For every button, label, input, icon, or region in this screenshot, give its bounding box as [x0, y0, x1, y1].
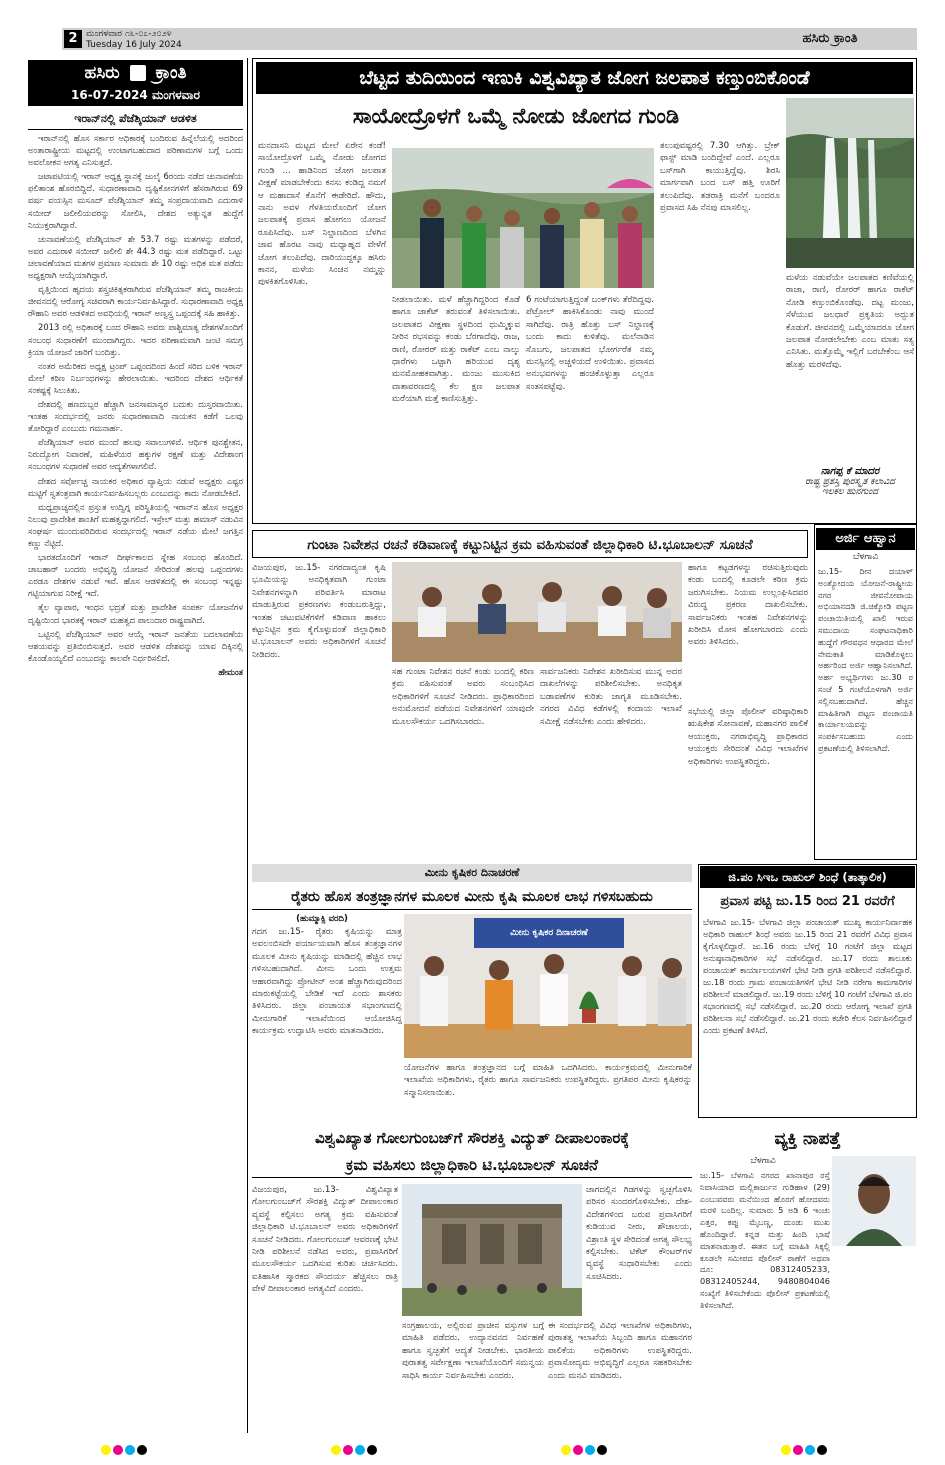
iran-paragraph: ಚುನಾವಣೆಯಲ್ಲಿ ಪೆಜೆಶ್ಕಿಯಾನ್ ಶೇ 53.7 ರಷ್ಟು ಮತಗಳನ್ನು ಪಡೆದರೆ, ಅವರ ಎದುರಾಳಿ ಸಯೀದ್ ಜಲೀಲಿ ಶೇ 44.3 ರಷ್ಟು ಮತ ಪಡೆದಿದ್ದಾರೆ. ಒಟ್ಟು ಚಲಾವಣೆಯಾದ ಮತಗಳ ಪ್ರಮಾಣ ಸುಮಾರು ಶೇ 10 ರಷ್ಟು ಅಧಿಕ ಮತ ಪಡೆದು ಅಧ್ಯಕ್ಷರಾಗಿ ಆಯ್ಕೆಯಾಗಿದ್ದಾರೆ.	[28, 233, 243, 281]
iran-paragraph: ಇರಾನ್‌ನಲ್ಲಿ ಹೊಸ ಸರ್ಕಾರ ಅಧಿಕಾರಕ್ಕೆ ಬಂದಿರುವ ಹಿನ್ನೆಲೆಯಲ್ಲಿ ಅದರಿಂದ ಅಂತಾರಾಷ್ಟ್ರೀಯ ಮಟ್ಟದಲ್ಲಿ ಉಂಟಾಗಬಹುದಾದ ಪರಿಣಾಮಗಳ ಬಗ್ಗೆ ಒಂದು ಅವಲೋಕನ ಅಗತ್ಯ ಎನಿಸುತ್ತದೆ.	[28, 133, 243, 168]
page-number: 2	[64, 30, 82, 48]
feature-headline-1: ಬೆಟ್ಟದ ತುದಿಯಿಂದ ಇಣುಕಿ ವಿಶ್ವವಿಖ್ಯಾತ ಜೋಗ ಜಲಪಾತ ಕಣ್ತುಂಬಿಕೊಂಡೆ	[256, 62, 913, 94]
gunta-col-1: ವಿಜಯಪುರ, ಜು.15- ನಗರದಾದ್ಯಂತ ಕೃಷಿ ಭೂಮಿಯನ್ನು ಅನಧಿಕೃತವಾಗಿ ಗುಂಟಾ ನಿವೇಶನಗಳನ್ನಾಗಿ ಪರಿವರ್ತಿಸಿ ಮಾರಾಟ ಮಾಡುತ್ತಿರುವ ಪ್ರಕರಣಗಳು ಕಂಡುಬರುತ್ತಿದ್ದು, ಇಂತಹ ಚಟುವಟಿಕೆಗಳಿಗೆ ಕಡಿವಾಣ ಹಾಕಲು ಕಟ್ಟುನಿಟ್ಟಿನ ಕ್ರಮ ಕೈಗೊಳ್ಳುವಂತೆ ಜಿಲ್ಲಾಧಿಕಾರಿ ಟಿ.ಭೂಬಾಲನ್ ಅವರು ಅಧಿಕಾರಿಗಳಿಗೆ ಸೂಚನೆ ನೀಡಿದರು.	[252, 563, 386, 660]
registration-dot	[113, 1445, 123, 1455]
missing-person-photo	[832, 1156, 916, 1246]
iran-paragraph: ವೃತ್ತಿಯಿಂದ ಹೃದಯ ಶಸ್ತ್ರಚಿಕಿತ್ಸಕರಾಗಿರುವ ಪೆಜೆಶ್ಕಿಯಾನ್ ತಮ್ಮ ರಾಜಕೀಯ ಜೀವನದಲ್ಲಿ ಆರೋಗ್ಯ ಸಚಿವರಾಗಿ ಕಾರ್ಯನಿರ್ವಹಿಸಿದ್ದಾರೆ. ಸುಧಾರಣಾವಾದಿ ಅಧ್ಯಕ್ಷ ರೌಹಾನಿ ಅವರ ಆಡಳಿತದ ಅವಧಿಯಲ್ಲಿ ಇರಾನ್ ಅಣ್ವಸ್ತ್ರ ಒಪ್ಪಂದಕ್ಕೆ ಸಹಿ ಹಾಕಿತ್ತು.	[28, 284, 243, 319]
registration-marks-mid-right	[560, 1440, 620, 1452]
waterfall-photo	[786, 98, 914, 268]
registration-marks-right	[780, 1440, 840, 1452]
iran-headline: ಇರಾನ್‌ನಲ್ಲಿ ಪೆಜೆಶ್ಕಿಯಾನ್ ಆಡಳಿತ	[28, 108, 243, 130]
iran-paragraph: ದೇಶದ ಸರ್ವೋಚ್ಚ ನಾಯಕರ ಅಧಿಕಾರ ವ್ಯಾಪ್ತಿಯ ನಡುವೆ ಅಧ್ಯಕ್ಷರು ಎಷ್ಟರ ಮಟ್ಟಿಗೆ ಸ್ವತಂತ್ರವಾಗಿ ಕಾರ್ಯನಿರ್ವಹಿಸಬಲ್ಲರು ಎಂಬುದನ್ನು ಕಾದು ನೋಡಬೇಕಿದೆ.	[28, 475, 243, 498]
fish-col-2: ಯೋಜನೆಗಳ ಹಾಗೂ ತಂತ್ರಜ್ಞಾನದ ಬಗ್ಗೆ ಮಾಹಿತಿ ಒದಗಿಸಿದರು. ಕಾರ್ಯಕ್ರಮದಲ್ಲಿ ಮೀನುಗಾರಿಕೆ ಇಲಾಖೆಯ ಅಧಿಕಾರಿಗಳು, ರೈತರು ಹಾಗೂ ಸಾರ್ವಜನಿಕರು ಉಪಸ್ಥಿತರಿದ್ದರು. ಪ್ರಗತಿಪರ ಮೀನು ಕೃಷಿಕರನ್ನು ಸನ್ಮಾನಿಸಲಾಯಿತು.	[404, 1063, 692, 1098]
job-notice-text: ಜು.15- ದೀನ ದಯಾಳ್ ಅಂತ್ಯೋದಯ ಯೋಜನೆ-ರಾಷ್ಟ್ರೀಯ ನಗರ ಜೀವನೋಪಾಯ ಅಭಿಯಾನದಡಿ ಜಿ.ಚಿಕ್ಕೋಡಿ ಪಟ್ಟಣ ಪಂಚಾಯಿತಿಯಲ್ಲಿ ಖಾಲಿ ಇರುವ ಸಮುದಾಯ ಸಂಘಟನಾಧಿಕಾರಿ ಹುದ್ದೆಗೆ ಗೌರವಧನ ಆಧಾರದ ಮೇಲೆ ನೇಮಕಾತಿ ಮಾಡಿಕೊಳ್ಳಲು ಅರ್ಹರಿಂದ ಅರ್ಜಿ ಆಹ್ವಾನಿಸಲಾಗಿದೆ. ಅರ್ಹ ಅಭ್ಯರ್ಥಿಗಳು ಜು.30 ರ ಸಂಜೆ 5 ಗಂಟೆಯೊಳಗಾಗಿ ಅರ್ಜಿ ಸಲ್ಲಿಸಬಹುದಾಗಿದೆ. ಹೆಚ್ಚಿನ ಮಾಹಿತಿಗಾಗಿ ಪಟ್ಟಣ ಪಂಚಾಯತಿ ಕಾರ್ಯಾಲಯವನ್ನು ಸಂಪರ್ಕಿಸಬಹುದು ಎಂದು ಪ್ರಕಟಣೆಯಲ್ಲಿ ತಿಳಿಸಲಾಗಿದೆ.	[818, 566, 913, 753]
fish-event-photo	[404, 914, 692, 1058]
iran-body	[28, 132, 243, 1428]
iran-paragraph: ನಂತರ ಅಮೆರಿಕದ ಅಧ್ಯಕ್ಷ ಟ್ರಂಪ್ ಒಪ್ಪಂದದಿಂದ ಹಿಂದೆ ಸರಿದ ಬಳಿಕ ಇರಾನ್ ಮೇಲೆ ಕಠಿಣ ನಿರ್ಬಂಧಗಳನ್ನು ಹೇರಲಾಯಿತು. ಇದರಿಂದ ದೇಶದ ಆರ್ಥಿಕತೆ ಸಂಕಷ್ಟಕ್ಕೆ ಸಿಲುಕಿತು.	[28, 360, 243, 395]
fish-byline: (ಹುಮ್ಮಾಕ್ಸಿ ವರದಿ)	[296, 914, 348, 924]
feature-col-1: ಮನದಾಸನಿ ಮಟ್ಟದ ಮೇಲೆ ಏರೇನ ಕಂಡೆ! ಸಾಯೋದ್ರೊಳಗೆ ಒಮ್ಮೆ ನೋಡು ಜೋಗದ ಗುಂಡಿ ... ಹಾಡಿನಿಂದ ಜೋಗ ಜಲಪಾತ ವೀಕ್ಷಣೆ ಮಾಡಬೇಕೆಂದು ಕನಸು ಕಂಡಿದ್ದ ನಮಗೆ ಆ ಮಹಾದಾಸೆ ಕೊನೆಗೆ ಈಡೇರಿದೆ. ಹೌದು, ನಾನು ಅವಳ ಗೆಳತಿಯರೊಂದಿಗೆ ಜೋಗ ಜಲಪಾತಕ್ಕೆ ಪ್ರವಾಸ ಹೋಗಲು ಯೋಜನೆ ರೂಪಿಸಿದೆವು. ಬಸ್ ನಿಲ್ದಾಣದಿಂದ ಬೆಳಗಿನ ಜಾವ ಹೊರಟ ನಾವು ಮಧ್ಯಾಹ್ನದ ವೇಳೆಗೆ ಜೋಗ ತಲುಪಿದೆವು. ದಾರಿಯುದ್ದಕ್ಕೂ ಹಸಿರು ಕಾನನ, ಮಳೆಯ ಸಿಂಚನ ನಮ್ಮನ್ನು ಪುಳಕಿತಗೊಳಿಸಿತು.	[258, 141, 386, 288]
gunta-headline: ಗುಂಟಾ ನಿವೇಶನ ರಚನೆ ಕಡಿವಾಣಕ್ಕೆ ಕಟ್ಟುನಿಟ್ಟಿನ ಕ್ರಮ ವಹಿಸುವಂತೆ ಜಿಲ್ಲಾಧಿಕಾರಿ ಟಿ.ಭೂಬಾಲನ್ ಸೂಚನೆ	[252, 530, 808, 558]
feature-author-place: ಇಲಕಲ ಹುನಗುಂದ	[821, 487, 879, 497]
job-notice-place: ಬೆಳಗಾವಿ	[852, 552, 879, 562]
iran-paragraph: ಒಟ್ಟಿನಲ್ಲಿ ಪೆಜೆಶ್ಕಿಯಾನ್ ಅವರ ಆಯ್ಕೆ ಇರಾನ್ ಜನತೆಯ ಬದಲಾವಣೆಯ ಆಶಯವನ್ನು ಪ್ರತಿಬಿಂಬಿಸುತ್ತದೆ. ಅವರ ಆಡಳಿತ ದೇಶವನ್ನು ಯಾವ ದಿಕ್ಕಿನಲ್ಲಿ ಕೊಂಡೊಯ್ಯಲಿದೆ ಎಂಬುದನ್ನು ಕಾಲವೇ ನಿರ್ಧರಿಸಲಿದೆ.	[28, 628, 243, 663]
gol-col-1: ವಿಜಯಪುರ, ಜು.13- ವಿಶ್ವವಿಖ್ಯಾತ ಗೋಲಗುಂಬಜ್‌ಗೆ ಸೌರಶಕ್ತಿ ವಿದ್ಯುತ್ ದೀಪಾಲಂಕಾರ ವ್ಯವಸ್ಥೆ ಕಲ್ಪಿಸಲು ಅಗತ್ಯ ಕ್ರಮ ವಹಿಸುವಂತೆ ಜಿಲ್ಲಾಧಿಕಾರಿ ಟಿ.ಭೂಬಾಲನ್ ಅವರು ಅಧಿಕಾರಿಗಳಿಗೆ ಸೂಚನೆ ನೀಡಿದರು. ಗೋಲಗುಂಬಜ್ ಆವರಣಕ್ಕೆ ಭೇಟಿ ನೀಡಿ ಪರಿಶೀಲನೆ ನಡೆಸಿದ ಅವರು, ಪ್ರವಾಸಿಗರಿಗೆ ಮೂಲಸೌಕರ್ಯ ಒದಗಿಸುವ ಕುರಿತು ಚರ್ಚಿಸಿದರು. ಐತಿಹಾಸಿಕ ಸ್ಮಾರಕದ ಸೌಂದರ್ಯ ಹೆಚ್ಚಿಸಲು ರಾತ್ರಿ ವೇಳೆ ದೀಪಾಲಂಕಾರ ಅಗತ್ಯವಿದೆ ಎಂದರು.	[252, 1185, 398, 1295]
missing-headline: ವ್ಯಕ್ತಿ ನಾಪತ್ತೆ	[774, 1129, 841, 1149]
registration-dot	[805, 1445, 815, 1455]
missing-place: ಬೆಳಗಾವಿ	[750, 1156, 776, 1166]
registration-dot	[331, 1445, 341, 1455]
column-divider	[247, 58, 248, 1433]
feature-author-name: ನಾಗಪ್ಪ ಕೆ ಮಾದರ	[820, 466, 880, 477]
registration-dot	[343, 1445, 353, 1455]
iran-paragraph: ಜಟಾಪಟಿಯಲ್ಲಿ ಇರಾನ್ ಅಧ್ಯಕ್ಷ ಸ್ಥಾನಕ್ಕೆ ಜುಲೈ 6ರಂದು ನಡೆದ ಚುನಾವಣೆಯ ಫಲಿತಾಂಶ ಹೊರಬಿದ್ದಿದೆ. ಸುಧಾರಣಾವಾದಿ ದೃಷ್ಟಿಕೋನಗಳಿಗೆ ಹೆಸರಾಗಿರುವ 69 ವರ್ಷ ವಯಸ್ಸಿನ ಮಸೂದ್ ಪೆಜೆಶ್ಕಿಯಾನ್ ತಮ್ಮ ಸಂಪ್ರದಾಯವಾದಿ ಎದುರಾಳಿ ಸಯೀದ್ ಜಲೀಲಿಯವರನ್ನು ಸೋಲಿಸಿ, ದೇಶದ ಅತ್ಯುನ್ನತ ಹುದ್ದೆಗೆ ನಿಯುಕ್ತರಾಗಿದ್ದಾರೆ.	[28, 171, 243, 230]
header-date	[86, 29, 286, 51]
registration-dot	[597, 1445, 607, 1455]
fish-label: ಮೀನು ಕೃಷಿಕರ ದಿನಾಚರಣೆ	[252, 864, 692, 882]
registration-dot	[367, 1445, 377, 1455]
iran-author: ಹೇಮಂತ	[218, 666, 243, 677]
gol-headline-1: ವಿಶ್ವವಿಖ್ಯಾತ ಗೋಲಗುಂಬಜ್‌ಗೆ ಸೌರಶಕ್ತಿ ವಿದ್ಯುತ್ ದೀಪಾಲಂಕಾರಕ್ಕೆ	[314, 1129, 630, 1147]
registration-marks-left	[100, 1440, 160, 1452]
feature-col-3: 6 ಗಂಟೆಯಾಗುತ್ತಿದ್ದಂತೆ ಬಂಕ್‌ಗಳು ತೆರೆದಿದ್ದವು. ಪೆಟ್ರೋಲ್ ಹಾಕಿಸಿಕೊಂಡು ನಾವು ಮುಂದೆ ಸಾಗಿದೆವು. ರಾತ್ರಿ ಹೊತ್ತು ಬಸ್ ನಿಲ್ದಾಣಕ್ಕೆ ಬಂದು ಕಾದು ಕುಳಿತೆವು. ಮಲೆನಾಡಿನ ಸೊಬಗು, ಜಲಪಾತದ ಭೋರ್ಗರೆತ ನಮ್ಮ ಮನಸ್ಸಿನಲ್ಲಿ ಅಚ್ಚಳಿಯದೆ ಉಳಿಯಿತು. ಪ್ರವಾಸದ ಅನುಭವಗಳನ್ನು ಹಂಚಿಕೊಳ್ಳುತ್ತಾ ಎಲ್ಲರೂ ಸಂತಸಪಟ್ಟೆವು.	[526, 295, 654, 392]
registration-dot	[125, 1445, 135, 1455]
gunta-col-2: ಹಾಗೂ ಕಟ್ಟಡಗಳನ್ನು ರಚಿಸುತ್ತಿರುವುದು ಕಂಡು ಬಂದಲ್ಲಿ ಕೂಡಲೇ ಕಠಿಣ ಕ್ರಮ ಜರುಗಿಸಬೇಕು. ನಿಯಮ ಉಲ್ಲಂಘಿಸಿದವರ ವಿರುದ್ಧ ಪ್ರಕರಣ ದಾಖಲಿಸಬೇಕು. ಸಾರ್ವಜನಿಕರು ಇಂತಹ ನಿವೇಶನಗಳನ್ನು ಖರೀದಿಸಿ ಮೋಸ ಹೋಗಬಾರದು ಎಂದು ಅವರು ತಿಳಿಸಿದರು.	[688, 563, 808, 648]
registration-dot	[781, 1445, 791, 1455]
ceo-tour-text: ಬೆಳಗಾವಿ ಜು.15- ಬೆಳಗಾವಿ ಜಿಲ್ಲಾ ಪಂಚಾಯತ್ ಮುಖ್ಯ ಕಾರ್ಯನಿರ್ವಾಹಕ ಅಧಿಕಾರಿ ರಾಹುಲ್ ಶಿಂಧೆ ಅವರು ಜು.15 ರಿಂದ 21 ರವರೆಗೆ ವಿವಿಧ ಪ್ರವಾಸ ಕೈಗೊಳ್ಳಲಿದ್ದಾರೆ. ಜು.16 ರಂದು ಬೆಳಿಗ್ಗೆ 10 ಗಂಟೆಗೆ ಜಿಲ್ಲಾ ಮಟ್ಟದ ಅನುಷ್ಠಾನಾಧಿಕಾರಿಗಳ ಸಭೆ ನಡೆಸಲಿದ್ದಾರೆ. ಜು.17 ರಂದು ತಾಲೂಕು ಪಂಚಾಯತ್ ಕಾರ್ಯಾಲಯಗಳಿಗೆ ಭೇಟಿ ನೀಡಿ ಪ್ರಗತಿ ಪರಿಶೀಲನೆ ನಡೆಸಲಿದ್ದಾರೆ. ಜು.18 ರಂದು ಗ್ರಾಮ ಪಂಚಾಯತಿಗಳಿಗೆ ಭೇಟಿ ನೀಡಿ ನರೇಗಾ ಕಾಮಗಾರಿಗಳ ಪರಿಶೀಲನೆ ಮಾಡಲಿದ್ದಾರೆ. ಜು.19 ರಂದು ಬೆಳಿಗ್ಗೆ 10 ಗಂಟೆಗೆ ಬೆಳಗಾವಿ ಜಿ.ಪಂ ಸಭಾಂಗಣದಲ್ಲಿ ಸಭೆ ನಡೆಸಲಿದ್ದಾರೆ. ಜು.20 ರಂದು ಆರೋಗ್ಯ ಇಲಾಖೆ ಪ್ರಗತಿ ಪರಿಶೀಲನಾ ಸಭೆ ನಡೆಸಲಿದ್ದಾರೆ. ಜು.21 ರಂದು ಕಚೇರಿ ಕೆಲಸ ನಿರ್ವಹಿಸಲಿದ್ದಾರೆ ಎಂದು ಪ್ರಕಟಣೆ ತಿಳಿಸಿದೆ.	[703, 917, 912, 1035]
masthead	[28, 60, 243, 106]
gol-gumbaz-photo	[402, 1184, 582, 1316]
registration-dot	[101, 1445, 111, 1455]
iran-paragraph: ಪೆಜೆಶ್ಕಿಯಾನ್ ಅವರ ಮುಂದೆ ಹಲವು ಸವಾಲುಗಳಿವೆ. ಆರ್ಥಿಕ ಪುನಶ್ಚೇತನ, ನಿರುದ್ಯೋಗ ನಿವಾರಣೆ, ಮಹಿಳೆಯರ ಹಕ್ಕುಗಳ ರಕ್ಷಣೆ ಮತ್ತು ವಿದೇಶಾಂಗ ಸಂಬಂಧಗಳ ಸುಧಾರಣೆ ಅವರ ಆದ್ಯತೆಗಳಾಗಲಿವೆ.	[28, 437, 243, 472]
masthead-name-right: ಕ್ರಾಂತಿ	[155, 63, 187, 83]
registration-dot	[793, 1445, 803, 1455]
feature-headline-2: ಸಾಯೋದ್ರೊಳಗೆ ಒಮ್ಮೆ ನೋಡು ಜೋಗದ ಗುಂಡಿ	[352, 104, 680, 128]
registration-dot	[561, 1445, 571, 1455]
iran-paragraph: ಭಾರತದೊಂದಿಗೆ ಇರಾನ್ ದೀರ್ಘಕಾಲದ ಸ್ನೇಹ ಸಂಬಂಧ ಹೊಂದಿದೆ. ಚಾಬಹಾರ್ ಬಂದರು ಅಭಿವೃದ್ಧಿ ಯೋಜನೆ ಸೇರಿದಂತೆ ಹಲವು ಒಪ್ಪಂದಗಳು ಎರಡೂ ದೇಶಗಳ ನಡುವೆ ಇವೆ. ಹೊಸ ಆಡಳಿತದಲ್ಲಿ ಈ ಸಂಬಂಧ ಇನ್ನಷ್ಟು ಗಟ್ಟಿಯಾಗುವ ನಿರೀಕ್ಷೆ ಇದೆ.	[28, 552, 243, 599]
registration-dot	[355, 1445, 365, 1455]
registration-marks-mid-left	[330, 1440, 390, 1452]
iran-paragraph: 2013 ರಲ್ಲಿ ಅಧಿಕಾರಕ್ಕೆ ಬಂದ ರೌಹಾನಿ ಅವರು ಪಾಶ್ಚಿಮಾತ್ಯ ದೇಶಗಳೊಂದಿಗೆ ಸಂಬಂಧ ಸುಧಾರಣೆಗೆ ಮುಂದಾಗಿದ್ದರು. ಇದರ ಪರಿಣಾಮವಾಗಿ ಜಂಟಿ ಸಮಗ್ರ ಕ್ರಿಯಾ ಯೋಜನೆ ಜಾರಿಗೆ ಬಂದಿತ್ತು.	[28, 322, 243, 357]
feature-signature	[786, 466, 914, 520]
gol-col-2: ಜಾಗದಲ್ಲಿನ ಗಿಡಗಳನ್ನು ಸ್ವಚ್ಛಗೊಳಿಸಿ ಪರಿಸರ ಸುಂದರಗೊಳಿಸಬೇಕು. ದೇಶ-ವಿದೇಶಗಳಿಂದ ಬರುವ ಪ್ರವಾಸಿಗರಿಗೆ ಕುಡಿಯುವ ನೀರು, ಶೌಚಾಲಯ, ವಿಶ್ರಾಂತಿ ಸ್ಥಳ ಸೇರಿದಂತೆ ಅಗತ್ಯ ಸೌಲಭ್ಯ ಕಲ್ಪಿಸಬೇಕು. ಟಿಕೆಟ್ ಕೌಂಟರ್‌ಗಳ ವ್ಯವಸ್ಥೆ ಸುಧಾರಿಸಬೇಕು ಎಂದು ಸೂಚಿಸಿದರು.	[586, 1185, 692, 1282]
registration-dot	[573, 1445, 583, 1455]
missing-text: ಜು.15- ಬೆಳಗಾವಿ ನಗರದ ಖಾನಾಪುರ ರಸ್ತೆ ನಿವಾಸಿಯಾದ ಮಲ್ಲಿಕಾರ್ಜುನ ಗುಡಿಹಾಳ (29) ಎಂಬುವವರು ಮನೆಯಿಂದ ಹೊರಗೆ ಹೋದವರು ಮರಳಿ ಬಂದಿಲ್ಲ. ಸುಮಾರು 5 ಅಡಿ 6 ಇಂಚು ಎತ್ತರ, ಕಪ್ಪು ಮೈಬಣ್ಣ, ದುಂಡು ಮುಖ ಹೊಂದಿದ್ದಾರೆ. ಕನ್ನಡ ಮತ್ತು ಹಿಂದಿ ಭಾಷೆ ಮಾತನಾಡುತ್ತಾರೆ. ಈತನ ಬಗ್ಗೆ ಮಾಹಿತಿ ಸಿಕ್ಕಲ್ಲಿ ಕೂಡಲೇ ಸಮೀಪದ ಪೊಲೀಸ್ ಠಾಣೆಗೆ ಅಥವಾ ದೂ: 08312405233, 08312405244, 9480804046 ಸಂಖ್ಯೆಗೆ ತಿಳಿಸಬೇಕೆಂದು ಪೊಲೀಸ್ ಪ್ರಕಟಣೆಯಲ್ಲಿ ತಿಳಿಸಲಾಗಿದೆ.	[700, 1170, 830, 1310]
masthead-logo-icon	[130, 65, 146, 81]
iran-paragraph: ದೇಶದಲ್ಲಿ ಹಣದುಬ್ಬರ ಹೆಚ್ಚಾಗಿ ಜನಸಾಮಾನ್ಯರ ಬದುಕು ದುಸ್ತರವಾಯಿತು. ಇಂತಹ ಸಂದರ್ಭದಲ್ಲಿ ಜನರು ಸುಧಾರಣಾವಾದಿ ನಾಯಕನ ಕಡೆಗೆ ಒಲವು ತೋರಿದ್ದಾರೆ ಎಂಬುದು ಗಮನಾರ್ಹ.	[28, 398, 243, 434]
gunta-col-4: ಸಹ ಗುಂಟಾ ನಿವೇಶನ ರಚನೆ ಕಂಡು ಬಂದಲ್ಲಿ ಕಠಿಣ ಕ್ರಮ ವಹಿಸುವಂತೆ ಅವರು ಸಂಬಂಧಿಸಿದ ಅಧಿಕಾರಿಗಳಿಗೆ ಸೂಚನೆ ನೀಡಿದರು. ಪ್ರಾಧಿಕಾರದಿಂದ ಅನುಮೋದನೆ ಪಡೆಯದ ನಿವೇಶನಗಳಿಗೆ ಯಾವುದೇ ಮೂಲಸೌಕರ್ಯ ಒದಗಿಸಬಾರದು.	[392, 667, 534, 727]
feature-col-4: ತಲುಪುವಷ್ಟರಲ್ಲಿ 7.30 ಆಗಿತ್ತು. ಬ್ರೇಕ್ ಫಾಸ್ಟ್ ಮಾಡಿ ಬಂದಿದ್ದೇವೆ ಎಂದೆ. ಎಲ್ಲರೂ ಬಸ್‌ಗಾಗಿ ಕಾಯುತ್ತಿದ್ದೆವು. ಶಿರಸಿ ಮಾರ್ಗವಾಗಿ ಬಂದ ಬಸ್ ಹತ್ತಿ ಊರಿಗೆ ತಲುಪಿದೆವು. ತಡರಾತ್ರಿ ಮನೆಗೆ ಬಂದರೂ ಪ್ರವಾಸದ ಸಿಹಿ ನೆನಪು ಮಾಸಲಿಲ್ಲ.	[660, 141, 780, 214]
gunta-col-5: ಸಾರ್ವಜನಿಕರು ನಿವೇಶನ ಖರೀದಿಸುವ ಮುನ್ನ ಅದರ ದಾಖಲೆಗಳನ್ನು ಪರಿಶೀಲಿಸಬೇಕು. ಅನಧಿಕೃತ ಬಡಾವಣೆಗಳ ಕುರಿತು ಜಾಗೃತಿ ಮೂಡಿಸಬೇಕು. ನಗರದ ವಿವಿಧ ಕಡೆಗಳಲ್ಲಿ ಕಂದಾಯ ಇಲಾಖೆ ಸಮೀಕ್ಷೆ ನಡೆಸಬೇಕು ಎಂದು ಹೇಳಿದರು.	[540, 667, 682, 727]
header-date-english: Tuesday 16 July 2024	[86, 40, 182, 50]
iran-paragraph: ಮಧ್ಯಪ್ರಾಚ್ಯದಲ್ಲಿನ ಪ್ರಸ್ತುತ ಉದ್ವಿಗ್ನ ಪರಿಸ್ಥಿತಿಯಲ್ಲಿ ಇರಾನ್‌ನ ಹೊಸ ಅಧ್ಯಕ್ಷರ ನಿಲುವು ಪ್ರಾದೇಶಿಕ ಶಾಂತಿಗೆ ಮಹತ್ವದ್ದಾಗಲಿದೆ. ಇಸ್ರೇಲ್ ಮತ್ತು ಹಮಾಸ್ ನಡುವಿನ ಸಂಘರ್ಷ ಮುಂದುವರಿದಿರುವ ಸಂದರ್ಭದಲ್ಲಿ ಇರಾನ್ ನಡೆಯ ಮೇಲೆ ಜಗತ್ತಿನ ಕಣ್ಣು ನೆಟ್ಟಿದೆ.	[28, 501, 243, 548]
masthead-name-left: ಹಸಿರು	[84, 63, 120, 83]
masthead-date: 16-07-2024 ಮಂಗಳವಾರ	[71, 88, 200, 102]
feature-col-2: ನೀಡಲಾಯಿತು. ಮಳೆ ಹೆಚ್ಚಾಗಿದ್ದರಿಂದ ಕೊಡೆ ಹಾಗೂ ಜಾಕೆಟ್ ತರುವಂತೆ ತಿಳಿಸಲಾಯಿತು. ಜಲಪಾತದ ವೀಕ್ಷಣಾ ಸ್ಥಳದಿಂದ ಧುಮ್ಮಿಕ್ಕುವ ನೀರಿನ ರಭಸವನ್ನು ಕಂಡು ಬೆರಗಾದೆವು. ರಾಜ, ರಾಣಿ, ರೋರರ್ ಮತ್ತು ರಾಕೆಟ್ ಎಂಬ ನಾಲ್ಕು ಧಾರೆಗಳು ಒಟ್ಟಾಗಿ ಹರಿಯುವ ದೃಶ್ಯ ಮನಮೋಹಕವಾಗಿತ್ತು. ಮಂಜು ಮುಸುಕಿದ ವಾತಾವರಣದಲ್ಲಿ ಕೆಲ ಕ್ಷಣ ಜಲಪಾತ ಮರೆಯಾಗಿ ಮತ್ತೆ ಕಾಣಿಸುತ್ತಿತ್ತು.	[392, 295, 520, 405]
gunta-col-3: ಸಭೆಯಲ್ಲಿ ಜಿಲ್ಲಾ ಪೊಲೀಸ್ ವರಿಷ್ಠಾಧಿಕಾರಿ ಋಷಿಕೇಶ ಸೋನಾವಣೆ, ಮಹಾನಗರ ಪಾಲಿಕೆ ಆಯುಕ್ತರು, ನಗರಾಭಿವೃದ್ಧಿ ಪ್ರಾಧಿಕಾರದ ಆಯುಕ್ತರು ಸೇರಿದಂತೆ ವಿವಿಧ ಇಲಾಖೆಗಳ ಅಧಿಕಾರಿಗಳು ಉಪಸ್ಥಿತರಿದ್ದರು.	[688, 707, 808, 767]
ceo-tour-headline-2: ಪ್ರವಾಸ ಪಟ್ಟಿ ಜು.15 ರಿಂದ 21 ರವರೆಗೆ	[720, 894, 895, 909]
group-photo	[392, 148, 654, 288]
gol-col-3: ಸಂಗ್ರಹಾಲಯ, ಅಲ್ಲಿರುವ ಪ್ರಾಚೀನ ವಸ್ತುಗಳ ಬಗ್ಗೆ ಮಾಹಿತಿ ಪಡೆದರು. ಉದ್ಯಾನವನದ ನಿರ್ವಹಣೆ ಹಾಗೂ ಸ್ವಚ್ಛತೆಗೆ ಆದ್ಯತೆ ನೀಡಬೇಕು. ಭಾರತೀಯ ಪುರಾತತ್ವ ಸರ್ವೇಕ್ಷಣಾ ಇಲಾಖೆಯೊಂದಿಗೆ ಸಮನ್ವಯ ಸಾಧಿಸಿ ಕಾರ್ಯ ನಿರ್ವಹಿಸಬೇಕು ಎಂದರು.	[402, 1321, 544, 1381]
fish-banner-text: ಮೀನು ಕೃಷಿಕರ ದಿನಾಚರಣೆ	[510, 928, 588, 938]
iran-paragraph: ತೈಲ ವ್ಯಾಪಾರ, ಇಂಧನ ಭದ್ರತೆ ಮತ್ತು ಪ್ರಾದೇಶಿಕ ಸಂಪರ್ಕ ಯೋಜನೆಗಳ ದೃಷ್ಟಿಯಿಂದ ಭಾರತಕ್ಕೆ ಇರಾನ್ ಮಹತ್ವದ ಪಾಲುದಾರ ರಾಷ್ಟ್ರವಾಗಿದೆ.	[28, 602, 243, 625]
gol-col-4: ಈ ಸಂದರ್ಭದಲ್ಲಿ ವಿವಿಧ ಇಲಾಖೆಗಳ ಅಧಿಕಾರಿಗಳು, ಪುರಾತತ್ವ ಇಲಾಖೆಯ ಸಿಬ್ಬಂದಿ ಹಾಗೂ ಮಹಾನಗರ ಪಾಲಿಕೆಯ ಅಧಿಕಾರಿಗಳು ಉಪಸ್ಥಿತರಿದ್ದರು. ಪ್ರವಾಸೋದ್ಯಮ ಅಭಿವೃದ್ಧಿಗೆ ಎಲ್ಲರೂ ಸಹಕರಿಸಬೇಕು ಎಂದು ಮನವಿ ಮಾಡಿದರು.	[548, 1321, 692, 1381]
header-paper-name: ಹಸಿರು ಕ್ರಾಂತಿ	[802, 31, 858, 46]
fish-col-1: ಗದಗ ಜು.15- ರೈತರು ಕೃಷಿಯನ್ನು ಮಾತ್ರ ಅವಲಂಬಿಸದೇ ಪರ್ಯಾಯವಾಗಿ ಹೊಸ ತಂತ್ರಜ್ಞಾನಗಳ ಮೂಲಕ ಮೀನು ಕೃಷಿಯನ್ನು ಮಾಡಿದಲ್ಲಿ ಹೆಚ್ಚಿನ ಲಾಭ ಗಳಿಸಬಹುದಾಗಿದೆ. ಮೀನು ಒಂದು ಉತ್ತಮ ಆಹಾರವಾಗಿದ್ದು ಪ್ರೋಟೀನ್ ಅಂಶ ಹೆಚ್ಚಾಗಿರುವುದರಿಂದ ಮಾರುಕಟ್ಟೆಯಲ್ಲಿ ಬೇಡಿಕೆ ಇದೆ ಎಂದು ಶಾಸಕರು ತಿಳಿಸಿದರು. ಜಿಲ್ಲಾ ಪಂಚಾಯತ ಸಭಾಂಗಣದಲ್ಲಿ ಮೀನುಗಾರಿಕೆ ಇಲಾಖೆಯಿಂದ ಆಯೋಜಿಸಿದ್ದ ಕಾರ್ಯಕ್ರಮ ಉದ್ಘಾಟಿಸಿ ಅವರು ಮಾತನಾಡಿದರು.	[252, 927, 402, 1037]
job-notice-headline: ಅರ್ಜಿ ಆಹ್ವಾನ	[816, 528, 915, 550]
registration-dot	[585, 1445, 595, 1455]
header-date-kannada: ಮಂಗಳವಾರ ೧೬-೦೭-೨೦೨೪	[86, 29, 172, 39]
registration-dot	[137, 1445, 147, 1455]
ceo-tour-headline-1: ಜಿ.ಪಂ ಸಿಇಒ ರಾಹುಲ್ ಶಿಂಧೆ (ತಾತ್ಕಾಲಿಕ)	[700, 866, 915, 888]
gol-headline-2: ಕ್ರಮ ವಹಿಸಲು ಜಿಲ್ಲಾಧಿಕಾರಿ ಟಿ.ಭೂಬಾಲನ್ ಸೂಚನೆ	[252, 1152, 692, 1178]
meeting-photo	[392, 562, 682, 662]
registration-dot	[817, 1445, 827, 1455]
feature-col-5: ಮಳೆಯ ನಡುವೆಯೇ ಜಲಪಾತದ ಕಣಿವೆಯಲ್ಲಿ ರಾಜಾ, ರಾಣಿ, ರೋರರ್ ಹಾಗೂ ರಾಕೆಟ್ ನೋಡಿ ಕಣ್ತುಂಬಿಕೊಂಡೆವು. ದಟ್ಟ ಮಂಜು, ಸೆಳೆಯುವ ಜಲಧಾರೆ ಪ್ರಕೃತಿಯ ಅದ್ಭುತ ಕೊಡುಗೆ. ಜೀವನದಲ್ಲಿ ಒಮ್ಮೆಯಾದರೂ ಜೋಗ ಜಲಪಾತ ನೋಡಲೇಬೇಕು ಎಂಬ ಮಾತು ಸತ್ಯ ಎನಿಸಿತು. ಮತ್ತೊಮ್ಮೆ ಇಲ್ಲಿಗೆ ಬರಬೇಕೆಂಬ ಆಸೆ ಹೊತ್ತು ಮರಳಿದೆವು.	[786, 273, 914, 370]
fish-headline: ರೈತರು ಹೊಸ ತಂತ್ರಜ್ಞಾನಗಳ ಮೂಲಕ ಮೀನು ಕೃಷಿ ಮೂಲಕ ಲಾಭ ಗಳಿಸಬಹುದು	[252, 884, 692, 910]
feature-author-role: ರಾಷ್ಟ್ರ ಪ್ರಶಸ್ತಿ ಪುರಸ್ಕೃತ ಕಲಾವಿದ	[805, 477, 895, 487]
